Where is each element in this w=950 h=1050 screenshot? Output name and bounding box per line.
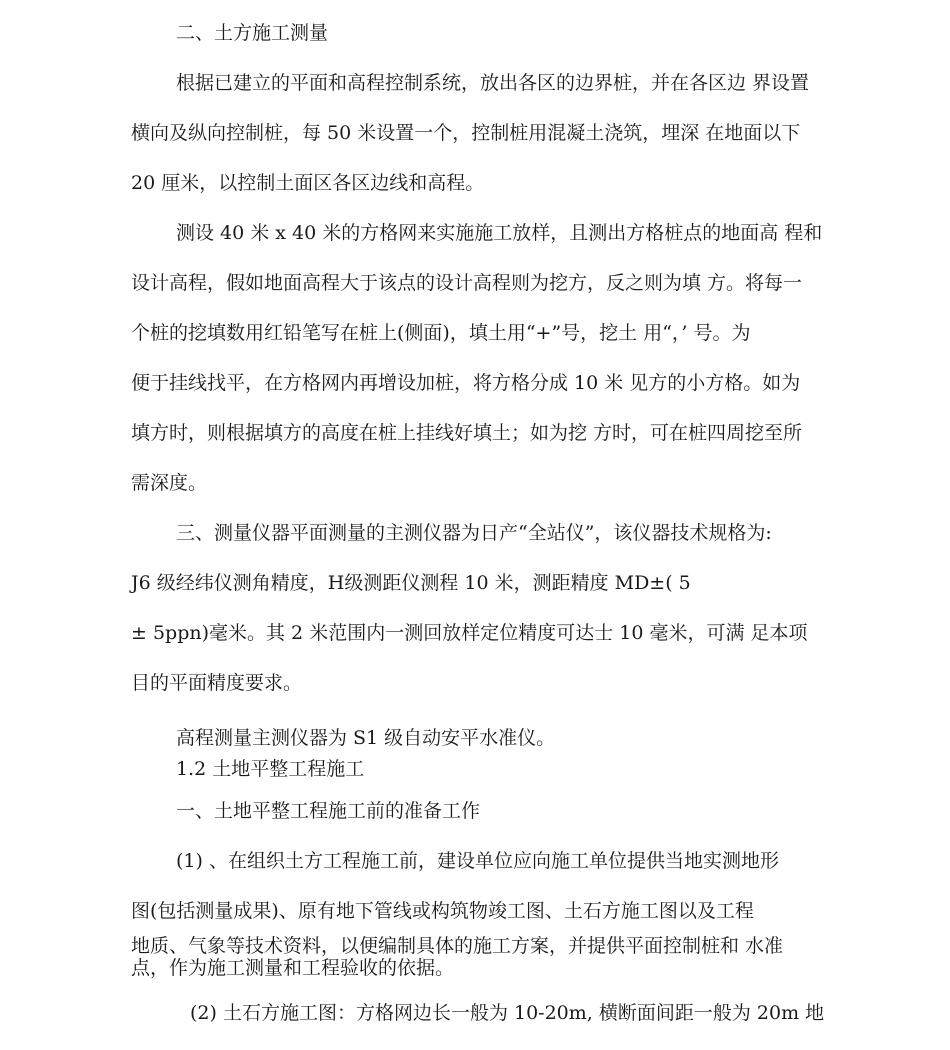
paragraph-line: 填方时，则根据填方的高度在桩上挂线好填土；如为挖 方时，可在桩四周挖至所 — [131, 422, 803, 444]
paragraph-line: 目的平面精度要求。 — [131, 672, 303, 694]
paragraph-line: 20 厘米，以控制土面区各区边线和高程。 — [131, 172, 485, 194]
section-heading-preparation: 一、土地平整工程施工前的准备工作 — [176, 800, 481, 822]
paragraph-line: 需深度。 — [131, 472, 208, 494]
paragraph-line: 个桩的挖填数用红铅笔写在桩上(侧面)，填土用“+”号，挖土 用“，’ 号。为 — [131, 322, 751, 344]
paragraph-line: (2) 土石方施工图：方格网边长一般为 10-20m, 横断面间距一般为 20m 地 — [190, 1002, 825, 1024]
paragraph-line: 便于挂线找平，在方格网内再增设加桩，将方格分成 10 米 见方的小方格。如为 — [131, 372, 801, 394]
paragraph-line: J6 级经纬仪测角精度，H级测距仪测程 10 米，测距精度 MD±( 5 — [131, 572, 691, 594]
paragraph-line: 根据已建立的平面和高程控制系统，放出各区的边界桩，并在各区边 界设置 — [176, 72, 810, 94]
paragraph-line: ± 5ppn)毫米。其 2 米范围内一测回放样定位精度可达士 10 毫米，可满 足本项 — [131, 622, 808, 644]
paragraph-line: 设计高程，假如地面高程大于该点的设计高程则为挖方，反之则为填 方。将每一 — [131, 272, 803, 294]
paragraph-line: 图(包括测量成果)、原有地下管线或构筑物竣工图、土石方施工图以及工程 — [131, 900, 754, 922]
paragraph-line: 横向及纵向控制桩，每 50 米设置一个，控制桩用混凝土浇筑，埋深 在地面以下 — [131, 122, 801, 144]
subsection-heading-land-leveling: 1.2 土地平整工程施工 — [176, 758, 365, 780]
paragraph-line: 地质、气象等技术资料，以便编制具体的施工方案，并提供平面控制桩和 水准 — [131, 935, 784, 957]
section-heading-earthwork-survey: 二、土方施工测量 — [176, 22, 329, 44]
paragraph-line: 高程测量主测仪器为 S1 级自动安平水准仪。 — [176, 727, 556, 749]
paragraph-line: 点，作为施工测量和工程验收的依据。 — [131, 957, 455, 979]
section-heading-survey-instruments: 三、测量仪器平面测量的主测仪器为日产“全站仪”，该仪器技术规格为: — [176, 522, 772, 544]
paragraph-line: 测设 40 米 x 40 米的方格网来实施施工放样，且测出方格桩点的地面高 程和 — [176, 222, 823, 244]
paragraph-line: (1) 、在组织土方工程施工前，建设单位应向施工单位提供当地实测地形 — [176, 850, 779, 872]
